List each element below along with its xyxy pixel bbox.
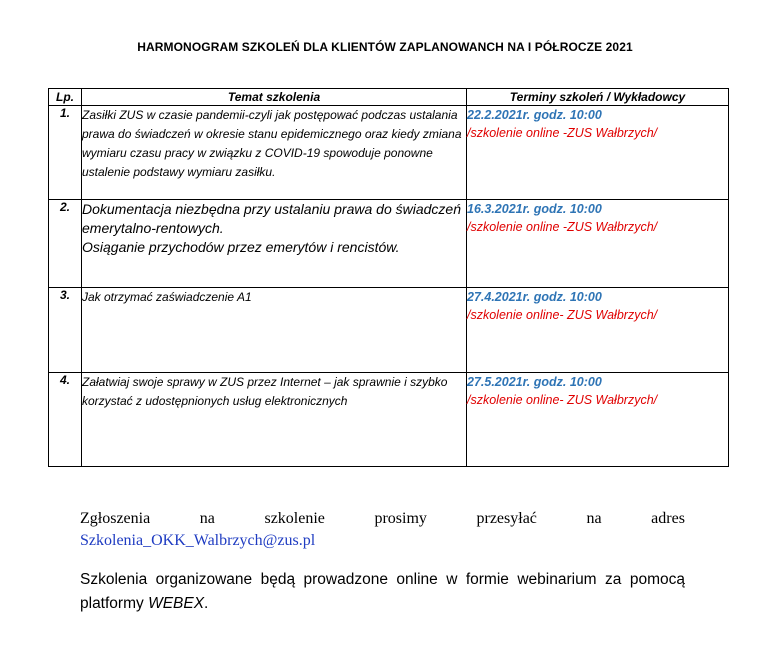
header-lp: Lp. — [49, 89, 82, 106]
training-date: 27.4.2021r. godz. 10:00 — [467, 290, 602, 304]
training-date: 16.3.2021r. godz. 10:00 — [467, 202, 602, 216]
word: przesyłać — [476, 510, 537, 527]
training-term — [467, 373, 729, 467]
row-number: 3. — [49, 288, 82, 373]
word: na — [199, 510, 215, 527]
row-number: 1. — [49, 106, 82, 200]
training-date: 22.2.2021r. godz. 10:00 — [467, 108, 602, 122]
word: Zgłoszenia — [80, 510, 151, 527]
word: szkolenie — [264, 510, 325, 527]
platform-name: WEBEX — [148, 595, 205, 612]
row-number: 2. — [49, 200, 82, 288]
page-title: HARMONOGRAM SZKOLEŃ DLA KLIENTÓW ZAPLANOWANCH NA I PÓŁROCZE 2021 — [137, 40, 633, 54]
training-topic — [82, 200, 467, 288]
training-location: /szkolenie online -ZUS Wałbrzych/ — [467, 220, 658, 234]
email-link[interactable]: Szkolenia_OKK_Walbrzych@zus.pl — [80, 532, 316, 549]
training-term — [467, 106, 729, 200]
training-topic-line: Osiąganie przychodów przez emerytów i rencistów. — [82, 239, 400, 255]
table-row — [49, 373, 729, 467]
training-date: 27.5.2021r. godz. 10:00 — [467, 375, 602, 389]
training-term — [467, 288, 729, 373]
header-terms: Terminy szkoleń / Wykładowcy — [467, 89, 729, 106]
header-topic: Temat szkolenia — [82, 89, 467, 106]
training-topic-line: Dokumentacja niezbędna przy ustalaniu prawa do świadczeń emerytalno-rentowych. — [82, 201, 461, 236]
table-row — [49, 106, 729, 200]
online-notice-text: Szkolenia organizowane będą prowadzone online w formie webinarium za pomocą platformy — [80, 571, 685, 612]
training-topic: Zasiłki ZUS w czasie pandemii-czyli jak postępować podczas ustalania prawa do świadczeń w okresie stanu epidemicznego oraz kiedy zmiana wymiaru czasu pracy w związku z COVID-19 spowoduje ponowne ustalenie podstawy wymiaru zasiłku. — [82, 106, 467, 200]
training-location: /szkolenie online- ZUS Wałbrzych/ — [467, 393, 658, 407]
table-row — [49, 288, 729, 373]
training-location: /szkolenie online -ZUS Wałbrzych/ — [467, 126, 658, 140]
word: adres — [651, 510, 685, 527]
training-topic: Załatwiaj swoje sprawy w ZUS przez Internet – jak sprawnie i szybko korzystać z udostępnionych usług elektronicznych — [82, 373, 467, 467]
schedule-table — [48, 88, 729, 467]
word: na — [586, 510, 602, 527]
row-number: 4. — [49, 373, 82, 467]
registration-notice — [80, 508, 685, 552]
registration-text — [80, 508, 685, 530]
word: prosimy — [374, 510, 427, 527]
training-term — [467, 200, 729, 288]
table-header-row — [49, 89, 729, 106]
training-location: /szkolenie online- ZUS Wałbrzych/ — [467, 308, 658, 322]
training-topic: Jak otrzymać zaświadczenie A1 — [82, 288, 467, 373]
online-notice-end: . — [204, 595, 209, 612]
table-row — [49, 200, 729, 288]
online-notice — [80, 568, 685, 616]
